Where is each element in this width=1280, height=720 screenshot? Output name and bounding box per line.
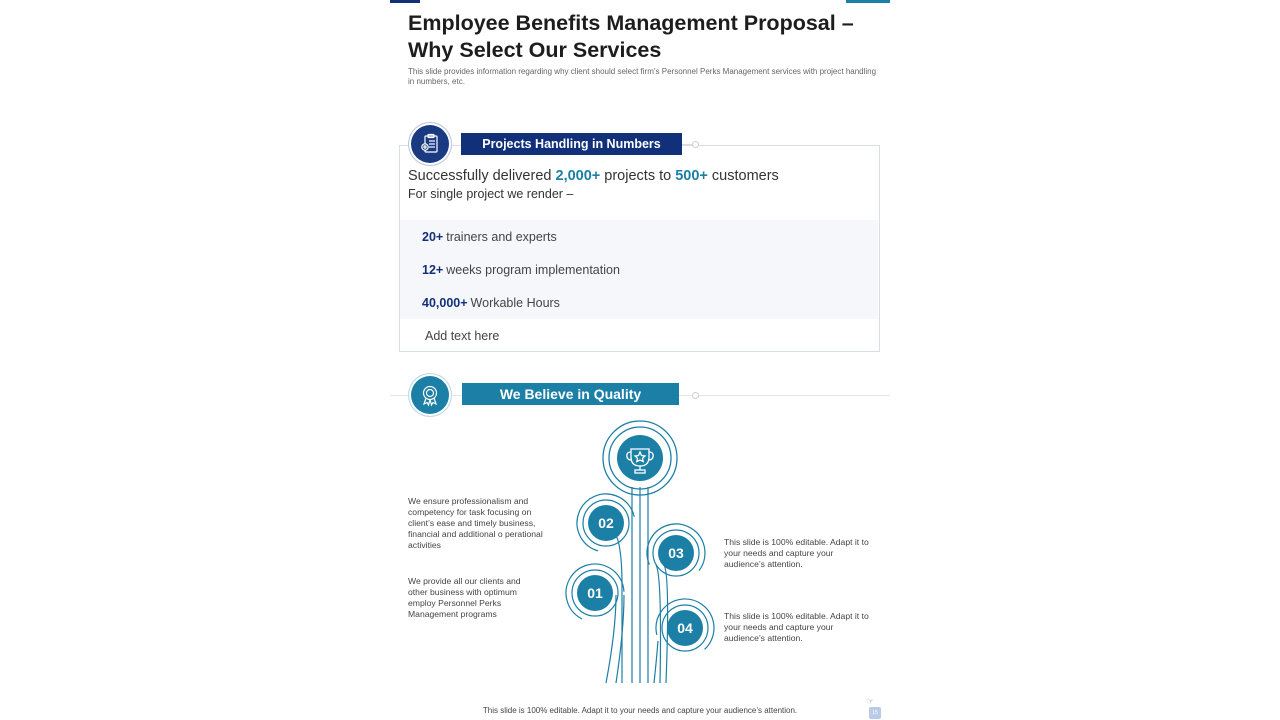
projects-banner: Projects Handling in Numbers xyxy=(461,133,682,155)
banner-dot xyxy=(692,392,699,399)
quality-text-02: We ensure professionalism and competency for task focusing on client’s ease and timely business, financial and additional o perational activities xyxy=(408,496,543,550)
top-accent-left xyxy=(390,0,420,3)
quality-tree-graphic xyxy=(550,415,730,685)
page-title: Employee Benefits Management Proposal – Why Select Our Services xyxy=(408,11,854,62)
award-ribbon-icon xyxy=(411,376,449,414)
quality-banner: We Believe in Quality xyxy=(462,383,679,405)
node-03-label: 03 xyxy=(668,545,684,561)
banner-dot xyxy=(692,141,699,148)
node-04-label: 04 xyxy=(677,620,693,636)
clipboard-gear-icon xyxy=(411,125,449,163)
quality-text-04: This slide is 100% editable. Adapt it to your needs and capture your audience’s attention. xyxy=(724,611,869,643)
top-accent-right xyxy=(846,0,890,3)
quality-text-01: We provide all our clients and other business with optimum employ Personnel Perks Management programs xyxy=(408,576,521,619)
customers-count: 500+ xyxy=(675,168,708,184)
banner-connector xyxy=(682,144,692,145)
quality-text-03: This slide is 100% editable. Adapt it to your needs and capture your audience’s attention. xyxy=(724,537,869,569)
page-number-badge: 15 xyxy=(869,707,881,719)
projects-subline: For single project we render – xyxy=(408,187,574,201)
projects-count: 2,000+ xyxy=(555,168,601,184)
node-01-label: 01 xyxy=(587,585,603,601)
list-item: 12+ weeks program implementation xyxy=(400,253,878,286)
trophy-node xyxy=(603,421,677,495)
hand-icon: ☞ xyxy=(866,696,875,706)
page-subtitle: This slide provides information regarding why client should select firm’s Personnel Perks Management services with project handling in numbers, etc. xyxy=(408,67,877,86)
document-page xyxy=(390,0,890,720)
list-item: 20+ trainers and experts xyxy=(400,220,878,253)
footer-note: This slide is 100% editable. Adapt it to your needs and capture your audience’s attention. xyxy=(482,706,798,715)
list-item: Add text here xyxy=(425,328,500,343)
projects-headline: Successfully delivered 2,000+ projects to 500+ customers xyxy=(408,168,779,184)
list-item: 40,000+ Workable Hours xyxy=(400,286,878,319)
node-02-label: 02 xyxy=(598,515,614,531)
